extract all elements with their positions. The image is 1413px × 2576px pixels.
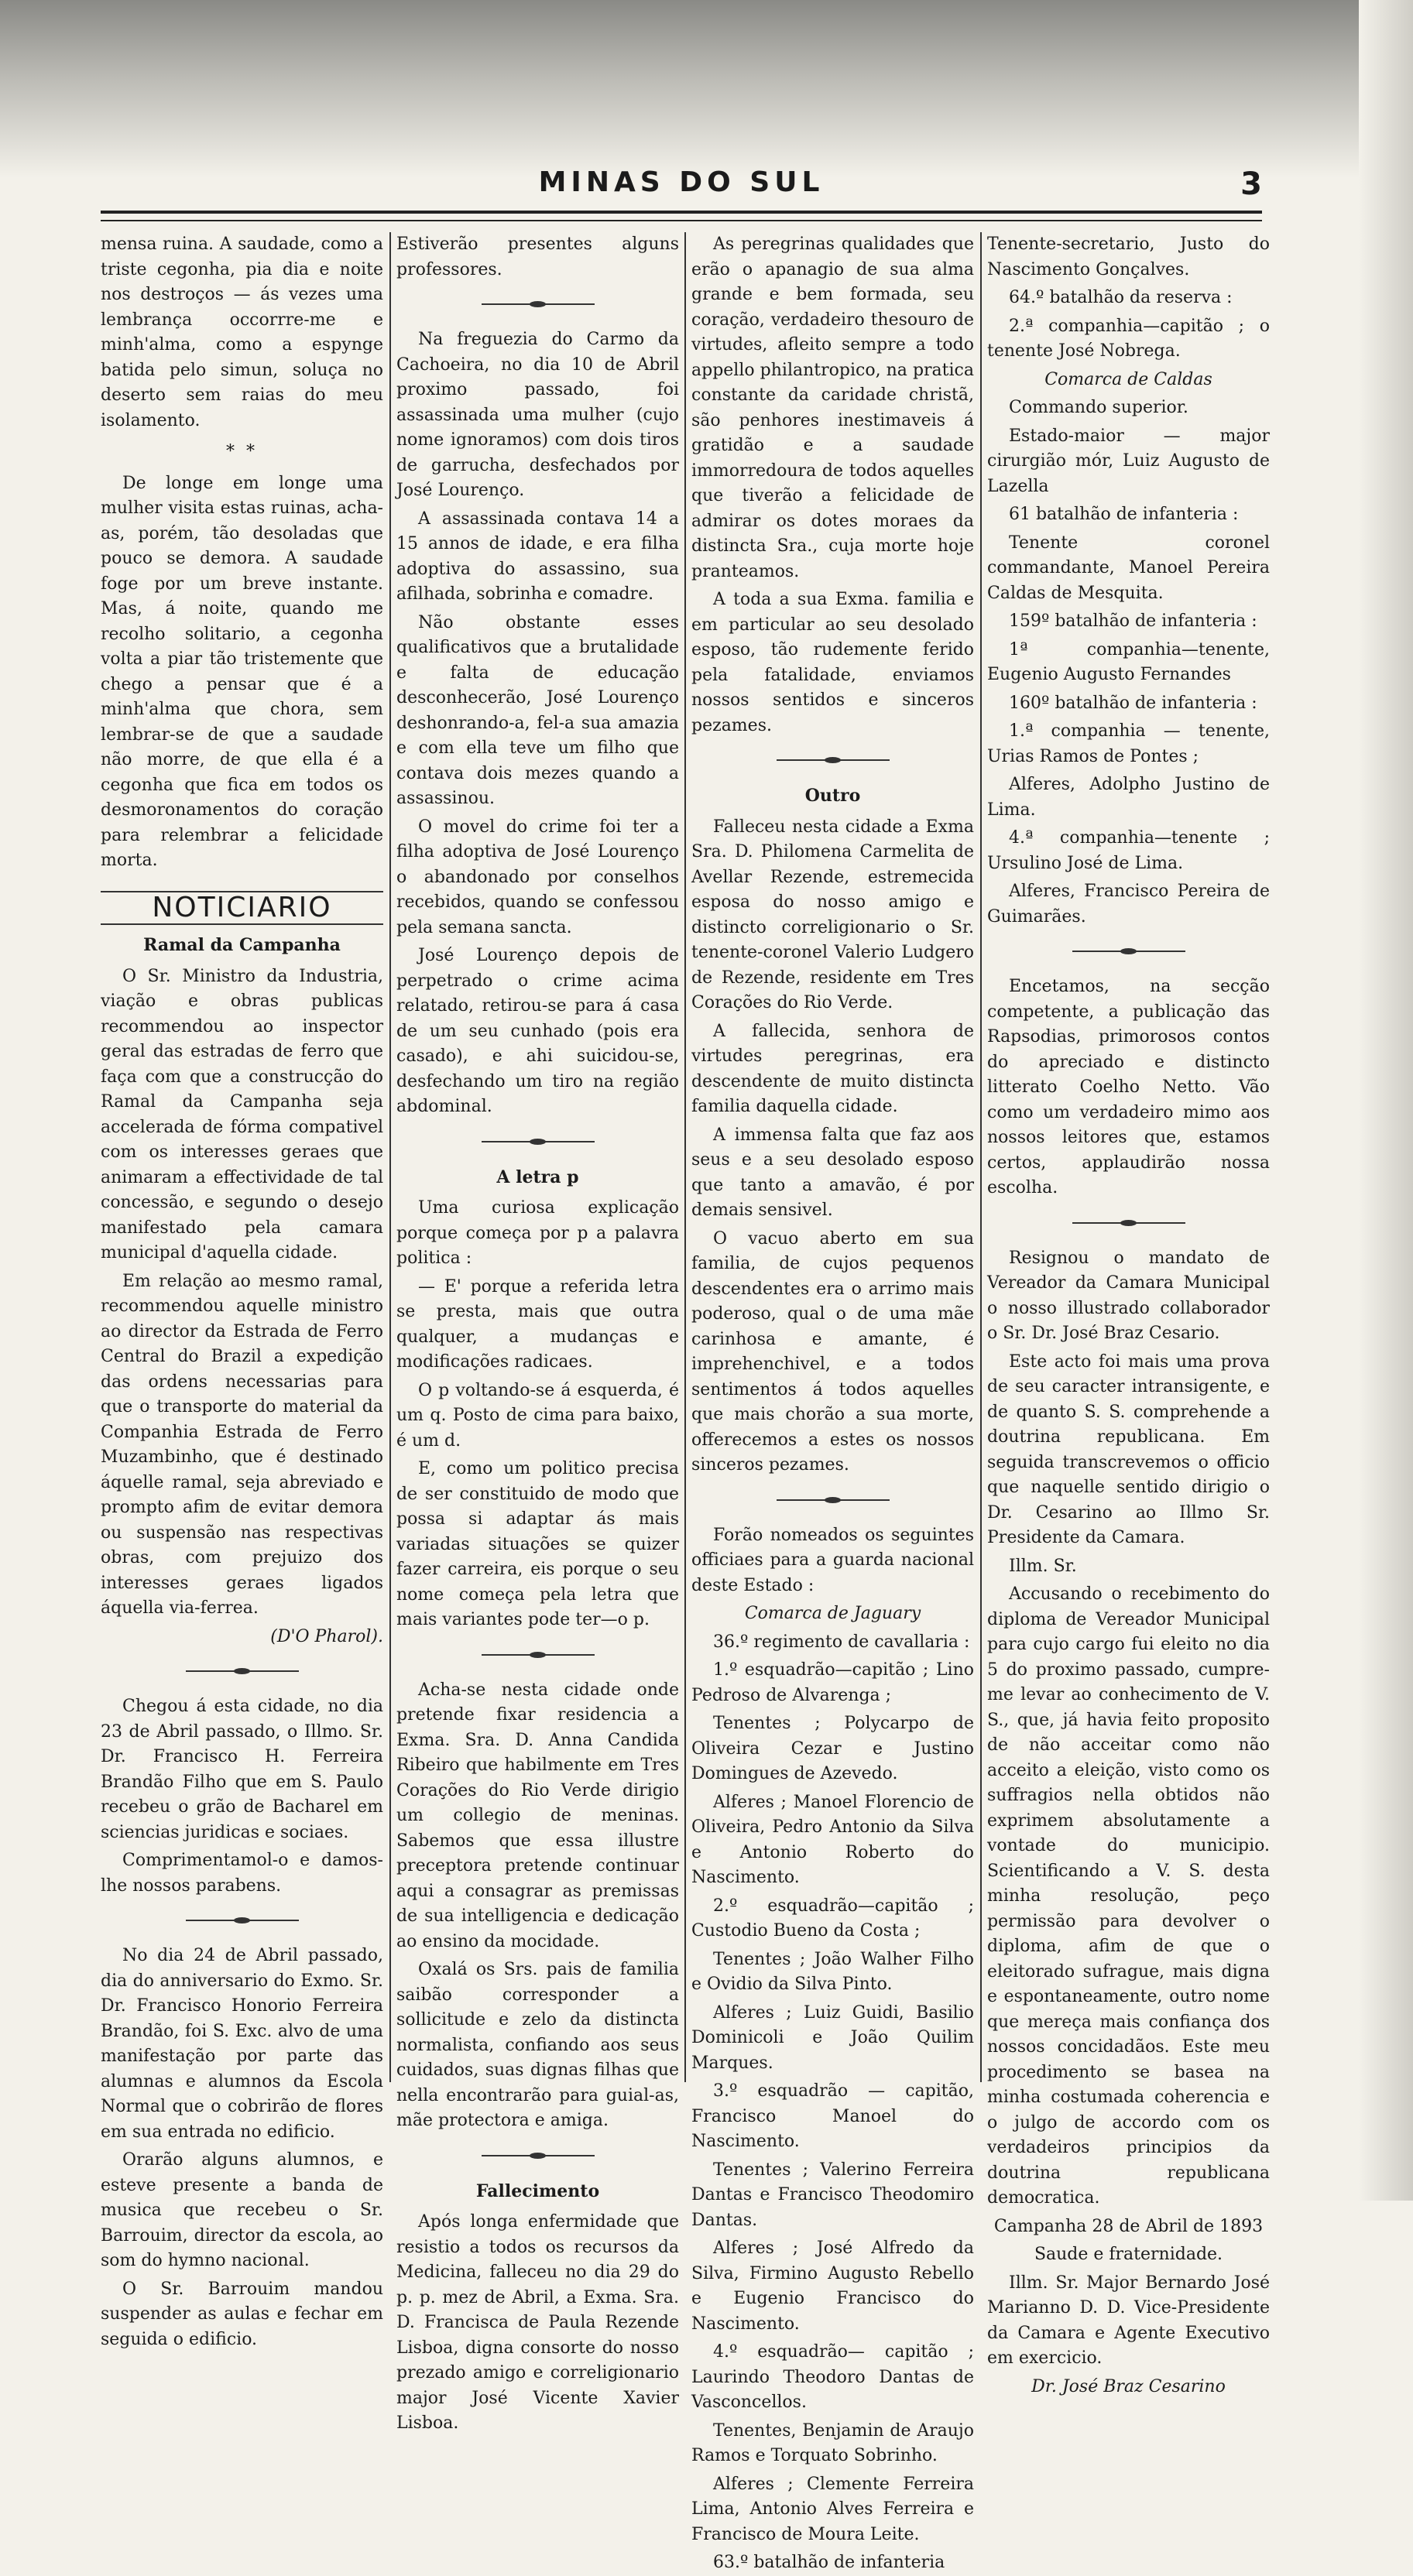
column-divider-3 xyxy=(980,232,982,2082)
list-item: 2.ª companhia—capitão ; o tenente José Nobrega. xyxy=(987,316,1270,361)
divider xyxy=(396,1649,679,1661)
masthead-title: MINAS DO SUL xyxy=(538,166,825,198)
list-item: Alferes, Adolpho Justino de Lima. xyxy=(987,775,1270,820)
list-item: 1.ª companhia — tenente, Urias Ramos de Pontes ; xyxy=(987,721,1270,766)
list-item: 160º batalhão de infanteria : xyxy=(1009,693,1257,713)
list-item: Alferes, Francisco Pereira de Guimarães. xyxy=(987,882,1270,927)
paragraph: Comprimentamol-o e damos-lhe nossos parabens. xyxy=(101,1851,383,1896)
paragraph: No dia 24 de Abril passado, dia do anniversario do Exmo. Sr. Dr. Francisco Honorio Ferreira Brandão, foi S. Exc. alvo de uma manifestação por parte das alumnas e alumnos da Escola Normal que o cobrirão de flores em sua entrada no edificio. xyxy=(101,1946,383,2142)
paragraph: Não obstante esses qualificativos que a brutalidade e falta de educação desconhecerão, José Lourenço deshonrando-a, fel-a sua amazia e com ella teve um filho que contava dois mezes quando a assassinou. xyxy=(396,612,679,808)
paragraph: O p voltando-se á esquerda, é um q. Posto de cima para baixo, é um d. xyxy=(396,1380,679,1451)
paragraph: Uma curiosa explicação porque começa por p a palavra politica : xyxy=(396,1198,679,1268)
list-item: 159º batalhão de infanteria : xyxy=(1009,611,1257,631)
paragraph: Na freguezia do Carmo da Cachoeira, no dia 10 de Abril proximo passado, foi assassinada uma mulher (cujo nome ignoramos) com dois tiros de garrucha, desfechados por José Lourenço. xyxy=(396,330,679,500)
separator-stars: * * xyxy=(226,442,258,461)
paragraph: Este acto foi mais uma prova de seu caracter intransigente, e de quanto S. S. comprehende a doutrina republicana. Em seguida transcrevemos o officio que naquelle sentido dirigio o Dr. Cesarino ao Illmo Sr. Presidente da Camara. xyxy=(987,1351,1270,1547)
paragraph: De longe em longe uma mulher visita estas ruinas, acha-as, porém, tão desoladas que pouco se demora. A saudade foge por um breve instante. Mas, á noite, quando me recolho solitario, a cegonha volta a piar tão tristemente que chego a pensar que é a minh'alma que chora, sem lembrar-se de que a saudade não morre, de que ella é a cegonha que fica em todos os desmoronamentos do coração para relembrar a felicidade morta. xyxy=(101,473,383,870)
paragraph: E, como um politico precisa de ser constituido de modo que possa si adaptar ás mais variadas situações se quizer fazer carreira, eis porque o seu nome começa pela letra que mais variantes pode ter—o p. xyxy=(396,1459,679,1629)
paragraph: Em relação ao mesmo ramal, recommendou aquelle ministro ao director da Estrada de Ferro Central do Brazil a expedição das ordens necessarias para que o transporte do material da Companhia Estrada de Ferro Muzambinho, que é destinado áquelle ramal, seja abreviado e prompto afim de evitar demora ou suspensão nas respectivas obras, com prejuizo dos interesses geraes ligados áquella via-ferrea. xyxy=(101,1271,383,1618)
list-item: Alferes ; Manoel Florencio de Oliveira, Pedro Antonio da Silva e Antonio Roberto do Nascimento. xyxy=(691,1792,974,1887)
column-4 xyxy=(987,232,1270,2396)
salutation: Saude e fraternidade. xyxy=(1034,2245,1223,2264)
list-item: 61 batalhão de infanteria : xyxy=(1009,505,1239,524)
divider xyxy=(691,1494,974,1506)
paragraph: As peregrinas qualidades que erão o apanagio de sua alma grande e bem formada, seu coração, verdadeiro thesouro de virtudes, afleito sempre a todo appello philantropico, na pratica constante da caridade christã, são penhores inestimaveis á gratidão e a saudade immorredoura de todos aquelles que tiverão a felicidade de admirar os dotes moraes da distincta Sra., cuja morte hoje pranteamos. xyxy=(691,235,974,581)
paragraph: A assassinada contava 14 a 15 annos de idade, e era filha adoptiva do assassino, sua afilhada, sobrinha e comadre. xyxy=(396,509,679,604)
list-item: Tenente coronel commandante, Manoel Pereira Caldas de Mesquita. xyxy=(987,533,1270,603)
list-item: 4.º esquadrão— capitão ; Laurindo Theodoro Dantas de Vasconcellos. xyxy=(691,2342,974,2412)
paragraph: Resignou o mandato de Vereador da Camara Municipal o nosso illustrado collaborador o Sr. Dr. José Braz Cesario. xyxy=(987,1248,1270,1343)
page-number: 3 xyxy=(1240,166,1262,202)
signature: Dr. José Braz Cesarino xyxy=(1031,2376,1226,2396)
paragraph: Oxalá os Srs. pais de familia saibão corresponder a sollicitude e zelo da distincta normalista, confiando aos seus cuidados, suas dignas filhas que nella encontrarão para guial-as, mãe protectora e amiga. xyxy=(396,1960,679,2130)
list-item: 63.º batalhão de infanteria xyxy=(713,2553,945,2572)
paragraph: O Sr. Ministro da Industria, viação e obras publicas recommendou ao inspector geral das estradas de ferro que faça com que a construcção do Ramal da Campanha seja accelerada de fórma compativel com os interesses geraes que animaram a effectividade de tal concessão, e segundo o desejo manifestado pela camara municipal d'aquella cidade. xyxy=(101,966,383,1262)
paragraph: mensa ruina. A saudade, como a triste cegonha, pia dia e noite nos destroços — ás vezes uma lembrança occorrre-me e minh'alma, como a espynge batida pelo simun, soluça no deserto sem raias do meu isolamento. xyxy=(101,235,383,430)
paragraph: O Sr. Barrouim mandou suspender as aulas e fechar em seguida o edificio. xyxy=(101,2279,383,2349)
paragraph: A immensa falta que faz aos seus e a seu desolado esposo que tanto a amavão, é por demais sensivel. xyxy=(691,1125,974,1220)
paragraph: Estiverão presentes alguns professores. xyxy=(396,235,679,279)
list-item: 1ª companhia—tenente, Eugenio Augusto Fernandes xyxy=(987,639,1270,684)
column-divider-2 xyxy=(684,232,686,2082)
scan-edge xyxy=(1359,0,1413,2201)
paragraph: Falleceu nesta cidade a Exma Sra. D. Philomena Carmelita de Avellar Rezende, estremecida esposa do nosso amigo e distincto correligionario o Sr. tenente-coronel Valerio Ludgero de Rezende, residente em Tres Corações do Rio Verde. xyxy=(691,817,974,1012)
paragraph: Encetamos, na secção competente, a publicação das Rapsodias, primorosos contos do apreciado e distincto litterato Coelho Netto. Vão como um verdadeiro mimo aos nossos leitores que, estamos certos, applaudirão nossa escolha. xyxy=(987,977,1270,1197)
paragraph: O vacuo aberto em sua familia, de cujos pequenos descendentes era o arrimo mais poderoso, qual o de uma mãe carinhosa e amante, é imprehenchivel, e a todos sentimentos á todos aquelles que mais chorão a sua morte, offerecemos a estes os nossos sinceros pezames. xyxy=(691,1228,974,1475)
paragraph: Illm. Sr. Major Bernardo José Marianno D. D. Vice-Presidente da Camara e Agente Executivo em exercicio. xyxy=(987,2273,1270,2368)
list-item: 36.º regimento de cavallaria : xyxy=(713,1632,970,1652)
list-item: Alferes ; Luiz Guidi, Basilio Dominicoli e João Quilim Marques. xyxy=(691,2002,974,2073)
list-item: 2.º esquadrão—capitão ; Custodio Bueno da Costa ; xyxy=(691,1896,974,1941)
article-source: (D'O Pharol). xyxy=(270,1626,383,1646)
list-item: Tenente-secretario, Justo do Nascimento Gonçalves. xyxy=(987,235,1270,279)
article-heading: Ramal da Campanha xyxy=(143,935,341,955)
page-header xyxy=(101,166,1262,213)
divider xyxy=(987,945,1270,957)
list-item: 3.º esquadrão — capitão, Francisco Manoel do Nascimento. xyxy=(691,2081,974,2151)
paragraph: O movel do crime foi ter a filha adoptiva de José Lourenço o abandonado por conselhos recebidos, quando se confessou pela semana sancta. xyxy=(396,817,679,937)
article-heading: A letra p xyxy=(496,1166,579,1187)
article-heading: Outro xyxy=(804,786,861,806)
list-item: Tenentes ; Polycarpo de Oliveira Cezar e Justino Domingues de Azevedo. xyxy=(691,1714,974,1783)
paragraph: Forão nomeados os seguintes officiaes para a guarda nacional deste Estado : xyxy=(691,1525,974,1595)
paragraph: Illm. Sr. xyxy=(1009,1556,1077,1576)
divider xyxy=(101,1914,383,1927)
article-heading: Fallecimento xyxy=(475,2180,600,2201)
paragraph: Orarão alguns alumnos, e esteve presente a banda de musica que recebeu o Sr. Barrouim, director da escola, ao som do hymno nacional. xyxy=(101,2150,383,2270)
scan-shadow xyxy=(0,0,1413,178)
list-item: Alferes ; José Alfredo da Silva, Firmino Augusto Rebello e Eugenio Francisco do Nascimento. xyxy=(691,2239,974,2334)
paragraph: José Lourenço depois de perpetrado o crime acima relatado, retirou-se para á casa de um seu cunhado (pois era casado), e ahi suicidou-se, desfechando um tiro na região abdominal. xyxy=(396,946,679,1116)
list-item: 64.º batalhão da reserva : xyxy=(1009,288,1233,307)
header-rule xyxy=(101,211,1262,221)
column-1 xyxy=(101,232,383,2349)
column-2 xyxy=(396,232,679,2433)
paragraph: A fallecida, senhora de virtudes peregrinas, era descendente de muito distincta familia daquella cidade. xyxy=(691,1021,974,1116)
comarca-heading: Comarca de Caldas xyxy=(1044,369,1212,389)
divider xyxy=(396,1136,679,1148)
paragraph: Chegou á esta cidade, no dia 23 de Abril passado, o Illmo. Sr. Dr. Francisco H. Ferreira Brandão Filho que em S. Paulo recebeu o grão de Bacharel em sciencias juridicas e sociaes. xyxy=(101,1697,383,1842)
list-item: Tenentes ; Valerino Ferreira Dantas e Francisco Theodomiro Dantas. xyxy=(691,2160,974,2230)
column-divider-1 xyxy=(389,232,391,2082)
paragraph: Acha-se nesta cidade onde pretende fixar residencia a Exma. Sra. D. Anna Candida Ribeiro que habilmente em Tres Corações do Rio Verde dirigio um collegio de meninas. Sabemos que essa illustre preceptora pretende continuar aqui a consagrar as premissas de sua intelligencia e dedicação ao ensino da mocidade. xyxy=(396,1680,679,1951)
divider xyxy=(987,1217,1270,1229)
paragraph: A toda a sua Exma. familia e em particular ao seu desolado esposo, tão rudemente ferido pela fatalidade, enviamos nossos sentidos e sinceros pezames. xyxy=(691,590,974,735)
paragraph: — E' porque a referida letra se presta, mais que outra qualquer, a mudanças e modificações radicaes. xyxy=(396,1276,679,1372)
list-item: 4.ª companhia—tenente ; Ursulino José de Lima. xyxy=(987,828,1270,873)
dateline: Campanha 28 de Abril de 1893 xyxy=(993,2216,1264,2236)
divider xyxy=(396,298,679,310)
list-item: Tenentes ; João Walher Filho e Ovidio da Silva Pinto. xyxy=(691,1949,974,1994)
divider xyxy=(691,754,974,766)
divider xyxy=(396,2150,679,2162)
list-item: Commando superior. xyxy=(1009,398,1188,417)
paragraph: Accusando o recebimento do diploma de Vereador Municipal para cujo cargo fui eleito no dia 5 do proximo passado, cumpre-me levar ao conhecimento de V. S., que, já havia feito proposito de não acceitar como não acceito a eleição, visto como os suffragios nella obtidos não exprimem absolutamente a vontade do municipio. Scientificando a V. S. desta minha resolução, peço permissão para devolver o diploma, afim de que o eleitorado sufrague, mais digna e espontaneamente, outro nome que mereça mais confiança dos nossos concidadãos. Este meu procedimento se basea na minha costumada coherencia e o julgo de accordo com os verdadeiros principios da doutrina republicana democratica. xyxy=(987,1584,1270,2208)
divider xyxy=(101,1665,383,1677)
list-item: Estado-maior — major cirurgião mór, Luiz Augusto de Lazella xyxy=(987,426,1270,496)
column-3 xyxy=(691,232,974,2572)
list-item: Tenentes, Benjamin de Araujo Ramos e Torquato Sobrinho. xyxy=(691,2420,974,2465)
list-item: Alferes ; Clemente Ferreira Lima, Antonio Alves Ferreira e Francisco de Moura Leite. xyxy=(691,2474,974,2544)
section-title-noticiario: NOTICIARIO xyxy=(101,891,383,926)
paragraph: Após longa enfermidade que resistio a todos os recursos da Medicina, falleceu no dia 29 do p. p. mez de Abril, a Exma. Sra. D. Francisca de Paula Rezende Lisboa, digna consorte do nosso prezado amigo e correligionario major José Vicente Xavier Lisboa. xyxy=(396,2212,679,2433)
comarca-heading: Comarca de Jaguary xyxy=(744,1604,921,1623)
list-item: 1.º esquadrão—capitão ; Lino Pedroso de Alvarenga ; xyxy=(691,1660,974,1705)
